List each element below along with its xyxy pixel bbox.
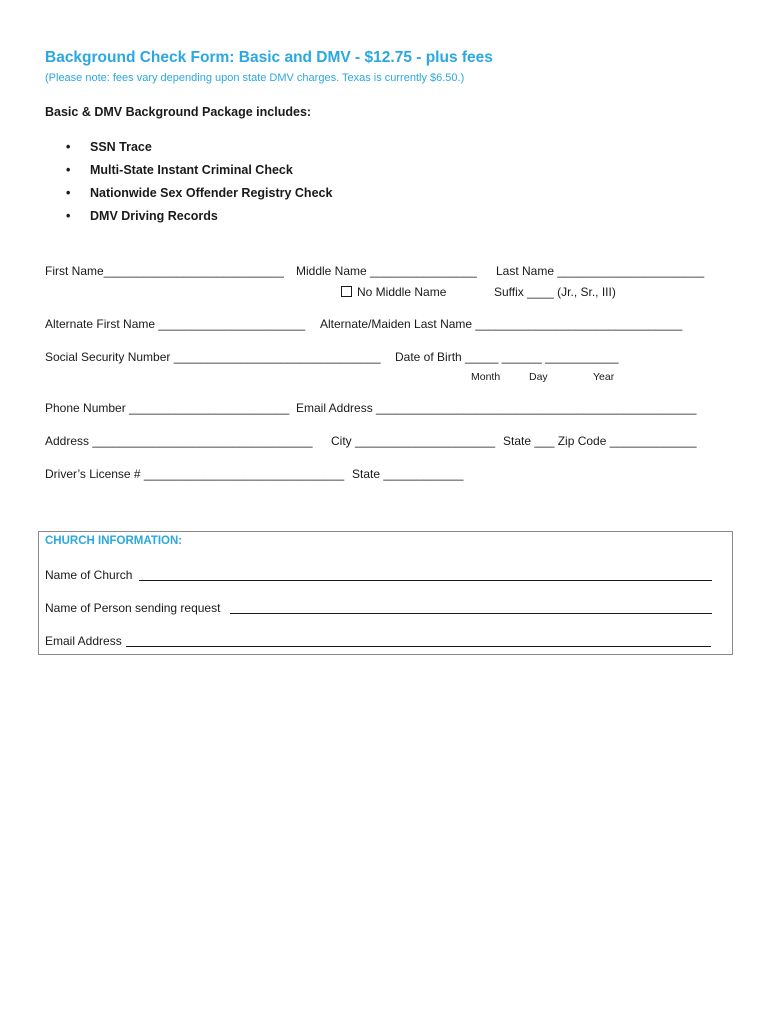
dl-state-field[interactable]: State ____________ xyxy=(352,467,464,481)
fee-note: (Please note: fees vary depending upon state DMV charges. Texas is currently $6.50.) xyxy=(45,72,465,84)
list-item xyxy=(66,209,218,223)
list-item-label: Nationwide Sex Offender Registry Check xyxy=(90,186,333,200)
last-name-field[interactable]: Last Name ______________________ xyxy=(496,264,705,278)
alternate-first-name-field[interactable]: Alternate First Name ______________________ xyxy=(45,317,306,331)
form-title: Background Check Form: Basic and DMV - $12.75 - plus fees xyxy=(45,49,493,66)
date-of-birth-field[interactable]: Date of Birth _____ ______ ___________ xyxy=(395,350,619,364)
drivers-license-field[interactable]: Driver’s License # ______________________________ xyxy=(45,467,345,481)
church-email-label: Email Address xyxy=(45,634,122,648)
church-information-box xyxy=(38,531,733,655)
email-address-field[interactable]: Email Address ________________________________________________ xyxy=(296,401,697,415)
bullet-icon: • xyxy=(66,186,71,200)
list-item xyxy=(66,140,152,154)
bullet-icon: • xyxy=(66,209,71,223)
address-field[interactable]: Address _________________________________ xyxy=(45,434,313,448)
first-name-field[interactable]: First Name___________________________ xyxy=(45,264,284,278)
state-zip-field[interactable]: State ___ Zip Code _____________ xyxy=(503,434,697,448)
phone-number-field[interactable]: Phone Number ________________________ xyxy=(45,401,290,415)
city-field[interactable]: City _____________________ xyxy=(331,434,496,448)
list-item xyxy=(66,186,332,200)
no-middle-name-checkbox[interactable] xyxy=(341,286,352,297)
dob-month-label: Month xyxy=(471,371,501,383)
church-email-line[interactable] xyxy=(126,646,711,647)
list-item-label: DMV Driving Records xyxy=(90,209,218,223)
ssn-field[interactable]: Social Security Number _______________________________ xyxy=(45,350,381,364)
middle-name-field[interactable]: Middle Name ________________ xyxy=(296,264,477,278)
bullet-icon: • xyxy=(66,140,71,154)
suffix-field[interactable]: Suffix ____ (Jr., Sr., III) xyxy=(494,285,616,299)
person-sending-request-label: Name of Person sending request xyxy=(45,601,221,615)
person-sending-request-line[interactable] xyxy=(230,613,712,614)
package-heading: Basic & DMV Background Package includes: xyxy=(45,105,312,119)
church-name-line[interactable] xyxy=(139,580,712,581)
list-item xyxy=(66,163,293,177)
list-item-label: SSN Trace xyxy=(90,140,152,154)
no-middle-name-option[interactable] xyxy=(341,285,446,299)
dob-year-label: Year xyxy=(593,371,615,383)
church-name-label: Name of Church xyxy=(45,568,133,582)
list-item-label: Multi-State Instant Criminal Check xyxy=(90,163,293,177)
church-information-heading: CHURCH INFORMATION: xyxy=(45,535,183,547)
bullet-icon: • xyxy=(66,163,71,177)
no-middle-name-label: No Middle Name xyxy=(357,285,447,299)
alternate-last-name-field[interactable]: Alternate/Maiden Last Name _______________________________ xyxy=(320,317,683,331)
dob-day-label: Day xyxy=(529,371,548,383)
